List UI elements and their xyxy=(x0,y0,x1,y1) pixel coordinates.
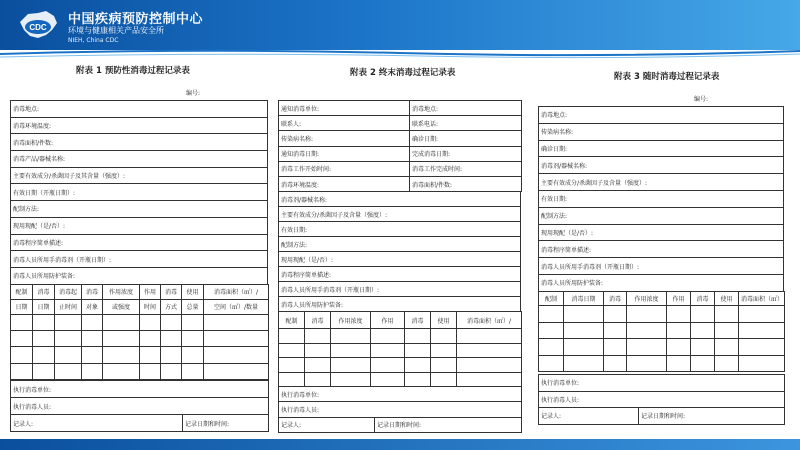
field-label: 消毒地点: xyxy=(11,101,268,118)
form-row xyxy=(11,134,268,151)
field-label: 消毒地点: xyxy=(539,107,784,124)
grid-empty-row xyxy=(11,347,269,363)
grid-cell xyxy=(82,347,103,363)
grid-cell xyxy=(431,343,457,358)
grid-cell xyxy=(539,322,564,339)
grid-cell xyxy=(667,306,691,323)
field-label: 消毒人员所用防护装备: xyxy=(11,267,268,284)
grid-cell xyxy=(279,329,305,344)
grid-cell xyxy=(331,358,371,373)
form1-title: 附表 1 预防性消毒过程记录表 xyxy=(76,66,190,76)
cdc-logo-icon xyxy=(16,8,60,42)
grid-cell xyxy=(627,322,667,339)
grid-cell xyxy=(564,322,604,339)
form-row xyxy=(11,184,268,201)
grid-cell xyxy=(182,347,204,363)
grid-header-row xyxy=(279,312,522,329)
field-label: 执行消毒单位: xyxy=(11,381,269,398)
form-concurrent xyxy=(538,60,784,432)
form-row xyxy=(11,151,268,168)
grid-header-cell: 作用浓度 xyxy=(331,312,371,329)
svg-text:CDC: CDC xyxy=(29,23,47,32)
form3-number-label: 编号: xyxy=(694,96,709,103)
grid-cell xyxy=(539,306,564,323)
form-row xyxy=(539,140,784,157)
grid-cell xyxy=(305,329,331,344)
grid-header-cell: 消毒 xyxy=(305,312,331,329)
field-label: 确诊日期: xyxy=(539,140,784,157)
record-time-label: 记录日期和时间: xyxy=(183,415,269,432)
field-label: 消毒人员所用手消毒剂（开瓶日期）: xyxy=(11,251,268,268)
grid-cell xyxy=(739,339,785,356)
form1-table xyxy=(10,100,268,285)
form-row xyxy=(279,387,522,402)
grid-header-cell: 消毒 xyxy=(82,285,103,300)
grid-cell xyxy=(279,372,305,387)
grid-empty-row xyxy=(279,343,522,358)
grid-cell xyxy=(627,339,667,356)
field-label: 现用现配（是/否）: xyxy=(11,217,268,234)
grid-header-cell: 对象 xyxy=(82,300,103,315)
form-row xyxy=(279,252,521,267)
grid-header-cell: 作用 xyxy=(140,285,161,300)
grid-cell xyxy=(715,322,739,339)
grid-cell xyxy=(539,355,564,372)
grid-cell xyxy=(564,355,604,372)
field-label: 完成消毒日期: xyxy=(410,146,522,161)
form3-footer-table xyxy=(538,374,785,425)
form3-table xyxy=(538,106,784,292)
grid-header-cell: 作用 xyxy=(371,312,405,329)
field-label: 消毒剂/器械名称: xyxy=(539,157,784,174)
grid-cell xyxy=(691,306,715,323)
grid-cell xyxy=(140,347,161,363)
grid-cell xyxy=(405,343,431,358)
form-row xyxy=(11,234,268,251)
grid-cell xyxy=(431,358,457,373)
grid-header-cell: 日期 xyxy=(11,300,33,315)
grid-cell xyxy=(82,315,103,331)
grid-cell xyxy=(604,306,627,323)
form1-footer-table xyxy=(10,380,269,432)
grid-cell xyxy=(371,358,405,373)
field-label: 主要有效成分/杀菌因子及其含量（强度）: xyxy=(11,167,268,184)
grid-cell xyxy=(331,329,371,344)
grid-header-cell: 作用 xyxy=(667,292,691,306)
grid-header-cell: 方式 xyxy=(161,300,182,315)
form-row xyxy=(539,157,784,174)
grid-header-cell: 作用浓度 xyxy=(103,285,140,300)
grid-cell xyxy=(667,355,691,372)
grid-header-cell: 消毒日期 xyxy=(564,292,604,306)
field-label: 消毒人员所用防护装备: xyxy=(279,297,521,312)
grid-empty-row xyxy=(539,322,785,339)
grid-empty-row xyxy=(11,315,269,331)
form-row xyxy=(279,222,521,237)
field-label: 消毒人员所用手消毒剂（开瓶日期）: xyxy=(279,282,521,297)
header-banner xyxy=(0,0,800,50)
record-row xyxy=(279,417,522,432)
form-row xyxy=(279,192,521,207)
grid-cell xyxy=(55,347,82,363)
grid-empty-row xyxy=(279,329,522,344)
grid-header-cell: 使用 xyxy=(715,292,739,306)
grid-header-cell: 日期 xyxy=(33,300,55,315)
grid-cell xyxy=(604,339,627,356)
grid-header-cell: 空间（㎥）/数量 xyxy=(204,300,269,315)
field-label: 通知消毒日期: xyxy=(279,146,410,161)
grid-cell xyxy=(11,347,33,363)
grid-cell xyxy=(739,322,785,339)
field-label: 消毒面积/件数: xyxy=(11,134,268,151)
grid-cell xyxy=(667,339,691,356)
grid-cell xyxy=(371,343,405,358)
grid-cell xyxy=(371,329,405,344)
grid-header-cell: 止时间 xyxy=(55,300,82,315)
form-row xyxy=(539,224,784,241)
grid-cell xyxy=(140,315,161,331)
grid-cell xyxy=(604,322,627,339)
field-label: 有效日期（开瓶日期）: xyxy=(11,184,268,201)
org-name-en: NIEH, China CDC xyxy=(68,37,119,44)
grid-header-cell: 配制 xyxy=(11,285,33,300)
form-row xyxy=(279,146,522,161)
grid-cell xyxy=(667,322,691,339)
form-row xyxy=(279,267,521,282)
grid-header-cell: 消毒 xyxy=(405,312,431,329)
grid-cell xyxy=(539,339,564,356)
grid-empty-row xyxy=(539,355,785,372)
grid-cell xyxy=(182,363,204,379)
field-label: 消毒地点: xyxy=(410,101,522,116)
grid-cell xyxy=(140,363,161,379)
field-label: 配制方法: xyxy=(539,207,784,224)
form-row xyxy=(539,107,784,124)
grid-empty-row xyxy=(11,331,269,347)
field-label: 确诊日期: xyxy=(410,131,522,146)
form-terminal xyxy=(278,60,521,432)
grid-empty-row xyxy=(279,358,522,373)
grid-empty-row xyxy=(539,306,785,323)
form-row xyxy=(279,116,522,131)
grid-cell xyxy=(33,363,55,379)
field-label: 消毒面积/件数: xyxy=(410,176,522,191)
field-label: 消毒环境温度: xyxy=(11,117,268,134)
grid-cell xyxy=(161,347,182,363)
grid-header-row xyxy=(11,300,269,315)
field-label: 现用现配（是/否）: xyxy=(279,252,521,267)
form2-pairs-table xyxy=(278,100,522,192)
form-row xyxy=(279,282,521,297)
grid-cell xyxy=(715,306,739,323)
record-time-label: 记录日期和时间: xyxy=(639,408,785,425)
grid-header-cell: 消毒面积（㎡）/ xyxy=(204,285,269,300)
grid-header-cell: 使用 xyxy=(431,312,457,329)
grid-cell xyxy=(457,343,522,358)
grid-cell xyxy=(457,372,522,387)
record-person-label: 记录人: xyxy=(279,417,375,432)
field-label: 消毒程序简单描述: xyxy=(11,234,268,251)
grid-cell xyxy=(331,343,371,358)
grid-cell xyxy=(691,322,715,339)
grid-cell xyxy=(140,331,161,347)
form2-title: 附表 2 终末消毒过程记录表 xyxy=(350,68,456,78)
form-row xyxy=(279,297,521,312)
record-time-label: 记录日期和时间: xyxy=(375,417,522,432)
field-label: 现用现配（是/否）: xyxy=(539,224,784,241)
grid-header-cell: 配制 xyxy=(539,292,564,306)
grid-empty-row xyxy=(279,372,522,387)
grid-cell xyxy=(82,363,103,379)
grid-header-cell: 配制 xyxy=(279,312,305,329)
grid-cell xyxy=(691,355,715,372)
grid-cell xyxy=(691,339,715,356)
grid-header-cell: 消毒面积（㎡） xyxy=(739,292,785,306)
grid-cell xyxy=(33,315,55,331)
grid-header-cell: 消毒 xyxy=(604,292,627,306)
field-label: 有效日期: xyxy=(279,222,521,237)
field-label: 消毒程序简单描述: xyxy=(279,267,521,282)
grid-cell xyxy=(55,315,82,331)
form-row xyxy=(11,101,268,118)
field-label: 执行消毒人员: xyxy=(279,402,522,417)
grid-cell xyxy=(305,343,331,358)
form-row xyxy=(11,267,268,284)
grid-empty-row xyxy=(539,339,785,356)
field-label: 联系电话: xyxy=(410,116,522,131)
form2-footer-table xyxy=(278,386,522,433)
grid-cell xyxy=(204,363,269,379)
grid-header-cell: 消毒面积（㎡）/ xyxy=(457,312,522,329)
grid-header-cell: 作用浓度 xyxy=(627,292,667,306)
grid-cell xyxy=(33,331,55,347)
form-row xyxy=(539,375,785,392)
form-row xyxy=(11,117,268,134)
grid-header-cell: 使用 xyxy=(182,285,204,300)
form-row xyxy=(539,391,785,408)
grid-cell xyxy=(182,315,204,331)
grid-header-cell: 消毒起 xyxy=(55,285,82,300)
grid-cell xyxy=(103,315,140,331)
field-label: 消毒程序简单描述: xyxy=(539,241,784,258)
grid-cell xyxy=(405,329,431,344)
grid-cell xyxy=(739,355,785,372)
form-row xyxy=(279,237,521,252)
grid-cell xyxy=(305,358,331,373)
grid-header-row xyxy=(539,292,785,306)
form-row xyxy=(279,161,522,176)
grid-cell xyxy=(11,363,33,379)
record-row xyxy=(11,415,269,432)
form-row xyxy=(539,241,784,258)
grid-cell xyxy=(627,306,667,323)
footer-bar xyxy=(0,439,800,450)
record-person-label: 记录人: xyxy=(11,415,183,432)
field-label: 执行消毒单位: xyxy=(279,387,522,402)
field-label: 消毒人员所用手消毒剂（开瓶日期）: xyxy=(539,258,784,275)
form-row xyxy=(279,101,522,116)
grid-cell xyxy=(457,329,522,344)
grid-cell xyxy=(564,339,604,356)
form-row xyxy=(279,176,522,191)
grid-cell xyxy=(33,347,55,363)
grid-cell xyxy=(331,372,371,387)
grid-cell xyxy=(55,331,82,347)
grid-cell xyxy=(739,306,785,323)
grid-cell xyxy=(82,331,103,347)
field-label: 通知消毒单位: xyxy=(279,101,410,116)
grid-cell xyxy=(715,339,739,356)
field-label: 传染病名称: xyxy=(279,131,410,146)
grid-cell xyxy=(431,372,457,387)
form1-grid-table xyxy=(10,284,269,380)
form-row xyxy=(279,402,522,417)
grid-cell xyxy=(103,363,140,379)
form-row xyxy=(539,258,784,275)
grid-cell xyxy=(371,372,405,387)
form-row xyxy=(539,174,784,191)
field-label: 执行消毒人员: xyxy=(539,391,785,408)
org-name-cn: 中国疾病预防控制中心 xyxy=(68,12,204,27)
form1-number-label: 编号: xyxy=(186,90,201,97)
grid-cell xyxy=(305,372,331,387)
grid-header-cell: 消毒 xyxy=(691,292,715,306)
org-subtitle: 环境与健康相关产品安全所 xyxy=(68,26,164,35)
form-row xyxy=(279,131,522,146)
field-label: 有效日期: xyxy=(539,190,784,207)
form-row xyxy=(11,381,269,398)
grid-cell xyxy=(204,331,269,347)
field-label: 执行消毒单位: xyxy=(539,375,785,392)
form2-grid-table xyxy=(278,311,522,387)
grid-header-cell: 消毒 xyxy=(161,285,182,300)
grid-cell xyxy=(715,355,739,372)
grid-header-cell: 总量 xyxy=(182,300,204,315)
grid-cell xyxy=(457,358,522,373)
field-label: 消毒剂/器械名称: xyxy=(279,192,521,207)
field-label: 消毒工作完成时间: xyxy=(410,161,522,176)
grid-cell xyxy=(11,315,33,331)
form3-grid-table xyxy=(538,291,785,372)
field-label: 配制方法: xyxy=(11,201,268,218)
form-row xyxy=(11,217,268,234)
grid-cell xyxy=(161,331,182,347)
grid-cell xyxy=(279,358,305,373)
field-label: 主要有效成分/杀菌因子及含量（强度）: xyxy=(279,207,521,222)
form-row xyxy=(11,398,269,415)
grid-cell xyxy=(405,372,431,387)
grid-cell xyxy=(55,363,82,379)
grid-cell xyxy=(11,331,33,347)
grid-header-cell: 消毒 xyxy=(33,285,55,300)
form-row xyxy=(11,251,268,268)
grid-cell xyxy=(161,363,182,379)
form-row xyxy=(279,207,521,222)
grid-cell xyxy=(103,331,140,347)
form-row xyxy=(539,123,784,140)
record-row xyxy=(539,408,785,425)
field-label: 配制方法: xyxy=(279,237,521,252)
form3-title: 附表 3 随时消毒过程记录表 xyxy=(614,72,720,82)
form2-table xyxy=(278,191,521,312)
grid-header-cell: 或强度 xyxy=(103,300,140,315)
grid-cell xyxy=(161,315,182,331)
grid-cell xyxy=(604,355,627,372)
grid-cell xyxy=(204,347,269,363)
field-label: 主要有效成分/杀菌因子及含量（强度）: xyxy=(539,174,784,191)
grid-cell xyxy=(431,329,457,344)
form-row xyxy=(539,207,784,224)
field-label: 执行消毒人员: xyxy=(11,398,269,415)
grid-cell xyxy=(204,315,269,331)
grid-cell xyxy=(405,358,431,373)
grid-header-cell: 时间 xyxy=(140,300,161,315)
field-label: 联系人: xyxy=(279,116,410,131)
record-person-label: 记录人: xyxy=(539,408,639,425)
grid-header-row xyxy=(11,285,269,300)
grid-cell xyxy=(279,343,305,358)
grid-cell xyxy=(627,355,667,372)
field-label: 消毒产品/器械名称: xyxy=(11,151,268,168)
field-label: 消毒环境温度: xyxy=(279,176,410,191)
header-wave-decoration xyxy=(0,48,800,60)
form-row xyxy=(11,201,268,218)
form-row xyxy=(539,190,784,207)
field-label: 消毒人员所用防护装备: xyxy=(539,274,784,291)
field-label: 消毒工作开始时间: xyxy=(279,161,410,176)
form-row xyxy=(539,274,784,291)
form-preventive xyxy=(10,60,268,432)
form-row xyxy=(11,167,268,184)
grid-empty-row xyxy=(11,363,269,379)
field-label: 传染病名称: xyxy=(539,123,784,140)
grid-cell xyxy=(564,306,604,323)
grid-cell xyxy=(182,331,204,347)
grid-cell xyxy=(103,347,140,363)
